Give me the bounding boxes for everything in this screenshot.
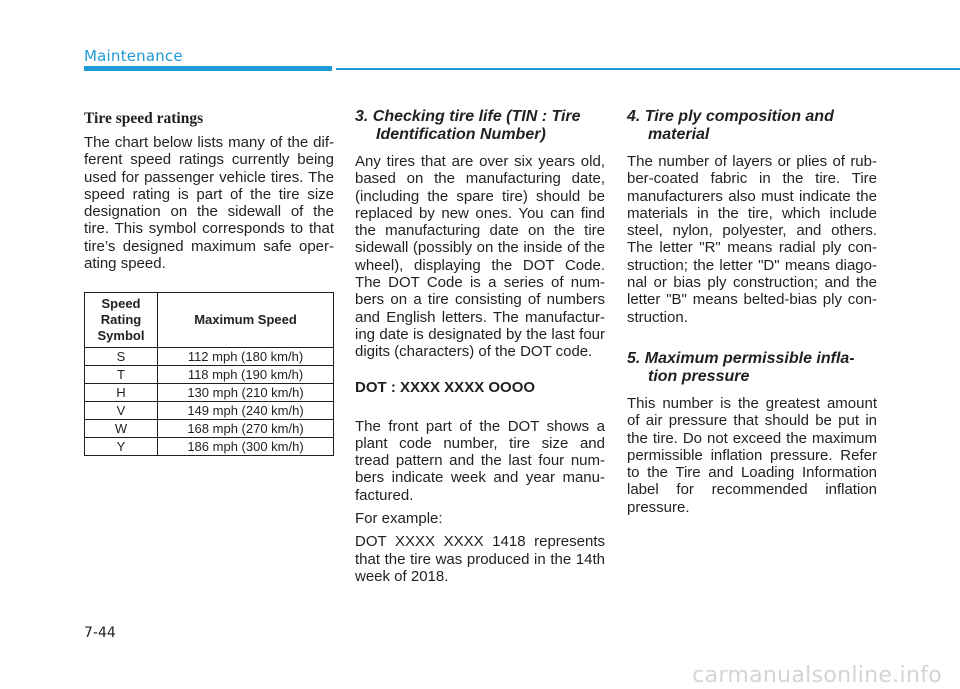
table-row [85,438,334,456]
tin-heading: 3. Checking tire life (TIN : Tire Identification Number) [355,108,581,143]
table-cell-symbol: V [85,402,158,420]
table-header-row [85,293,334,348]
dot-explanation-paragraph: The front part of the DOT shows a plant code number, tire size and tread pattern and the last four num-bers indicate week and year manu-factured. [355,417,605,504]
table-cell-symbol: Y [85,438,158,456]
tire-speed-ratings-heading: Tire speed ratings [84,110,204,127]
table-cell-speed: 168 mph (270 km/h) [158,420,334,438]
speed-rating-table [84,292,334,456]
column-2 [355,108,605,591]
watermark: carmanualsonline.info [692,663,942,688]
speed-ratings-paragraph: The chart below lists many of the dif-ferent speed ratings currently being used for passenger vehicle tires. The speed rating is part of the tire size designation on the sidewall of the tire. This symbol corresponds to that tire’s designed maximum safe oper-ating speed. [84,134,334,273]
ply-composition-heading: 4. Tire ply composition and material [627,108,834,143]
max-pressure-paragraph: This number is the greatest amount of air pressure that should be put in the tire. Do not exceed the maximum permissible inflation pressure. Refer to the Tire and Loading Information label for recommended inflation pressure. [627,394,877,516]
max-pressure-heading: 5. Maximum permissible infla-tion pressure [627,349,855,385]
column-1 [84,108,334,456]
table-header-speed: Maximum Speed [158,293,334,348]
table-row [85,366,334,384]
table-cell-speed: 112 mph (180 km/h) [158,348,334,366]
table-cell-symbol: W [85,420,158,438]
table-cell-symbol: S [85,348,158,366]
table-cell-symbol: H [85,384,158,402]
table-cell-speed: 186 mph (300 km/h) [158,438,334,456]
header-rule-thick [84,66,332,71]
table-row [85,348,334,366]
tin-paragraph: Any tires that are over six years old, based on the manufacturing date, (including the spare tire) should be replaced by new ones. You can find the manufacturing date on the tire sidewall (possibly on the inside of the wheel), displaying the DOT Code. The DOT Code is a series of num-bers on a tire consisting of numbers and English letters. The manufactur-ing date is designated by the last four digits (characters) of the DOT code. [355,153,605,361]
dot-code-format: DOT : XXXX XXXX OOOO [355,378,536,396]
table-row [85,384,334,402]
table-cell-speed: 118 mph (190 km/h) [158,366,334,384]
page-number: 7-44 [84,625,116,641]
table-header-symbol: Speed Rating Symbol [85,293,158,348]
table-row [85,420,334,438]
example-label: For example: [355,510,443,528]
example-paragraph: DOT XXXX XXXX 1418 represents that the tire was produced in the 14th week of 2018. [355,533,605,585]
table-cell-speed: 149 mph (240 km/h) [158,402,334,420]
table-row [85,402,334,420]
section-title: Maintenance [84,47,183,65]
table-cell-speed: 130 mph (210 km/h) [158,384,334,402]
column-3 [627,108,877,522]
table-cell-symbol: T [85,366,158,384]
ply-composition-paragraph: The number of layers or plies of rub-ber-coated fabric in the tire. Tire manufacturers also must indicate the materials in the tire, which include steel, nylon, polyester, and others. The letter "R" means radial ply con-struction; the letter "D" means diago-nal or bias ply construction; and the letter "B" means belted-bias ply con-struction. [627,153,877,326]
header-rule-thin [336,68,960,70]
